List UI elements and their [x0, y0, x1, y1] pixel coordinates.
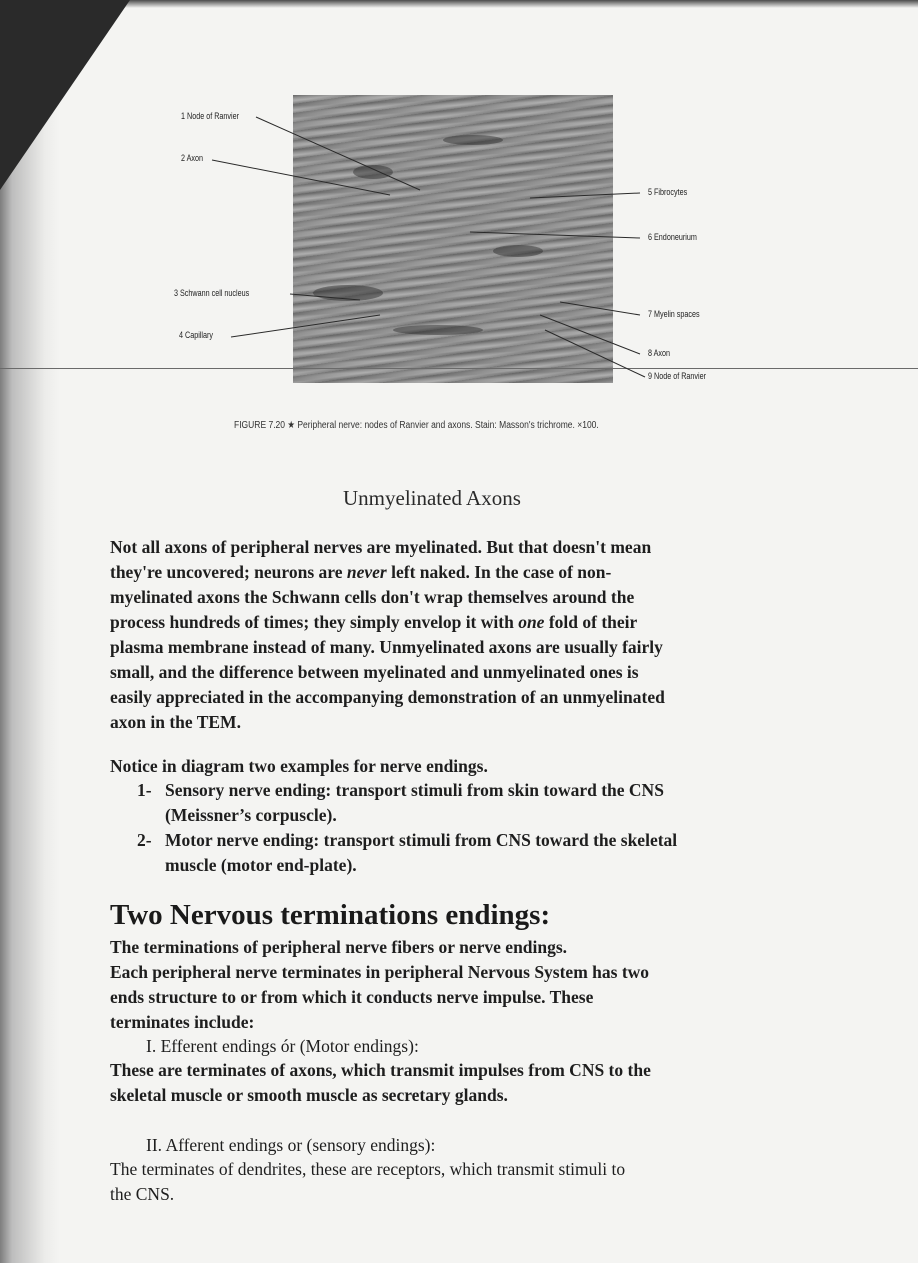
figure-caption: FIGURE 7.20 ★ Peripheral nerve: nodes of Ranvier and axons. Stain: Masson's trichrome. ×100. — [234, 420, 599, 431]
terminations-intro: The terminations of peripheral nerve fibers or nerve endings. Each peripheral nerve terminates in peripheral Nervous System has two ends structure to or from which it conducts nerve impulse. These terminates include: — [110, 937, 650, 1032]
figure-label-endoneurium: 6 Endoneurium — [648, 232, 697, 242]
figure-label-axon-right: 8 Axon — [648, 348, 671, 358]
horizontal-rule — [0, 368, 918, 369]
notice-text: Notice in diagram two examples for nerve endings. — [110, 756, 488, 776]
list-item: 2- Motor nerve ending: transport stimuli from CNS toward the skeletal muscle (motor end-plate). — [137, 830, 678, 875]
terminations-heading: Two Nervous terminations endings: — [110, 899, 551, 931]
figure-label-schwann-cell-nucleus: 3 Schwann cell nucleus — [174, 288, 250, 298]
afferent-heading: II. Afferent endings or (sensory endings): — [146, 1135, 436, 1155]
figure-label-fibrocytes: 5 Fibrocytes — [648, 187, 688, 197]
efferent-heading: I. Efferent endings ór (Motor endings): — [146, 1036, 419, 1056]
figure-label-node-of-ranvier: 1 Node of Ranvier — [181, 111, 240, 121]
nerve-ending-examples — [137, 778, 837, 878]
figure-label-myelin-spaces: 7 Myelin spaces — [648, 309, 700, 319]
figure-label-axon: 2 Axon — [181, 153, 204, 163]
folded-page-corner — [0, 0, 130, 190]
scan-top-edge — [0, 0, 918, 8]
unmyelinated-paragraph: Not all axons of peripheral nerves are myelinated. But that doesn't mean they're uncovered; neurons are never left naked. In the case of non- myelinated axons the Schwann cells don't wrap themselves around the process hundreds of times; they simply envelop it with one fold of their plasma membrane instead of many. Unmyelinated axons are usually fairly small, and the difference between myelinated and unmyelinated ones is easily appreciated in the accompanying demonstration of an unmyelinated axon in the TEM. — [110, 537, 665, 732]
histology-micrograph — [293, 95, 613, 383]
afferent-text: The terminates of dendrites, these are receptors, which transmit stimuli to the CNS. — [110, 1159, 626, 1204]
figure-label-node-of-ranvier-right: 9 Node of Ranvier — [648, 371, 707, 381]
list-item: 1- Sensory nerve ending: transport stimuli from skin toward the CNS (Meissner’s corpuscle). — [137, 780, 664, 825]
figure-label-capillary: 4 Capillary — [179, 330, 214, 340]
efferent-text: These are terminates of axons, which transmit impulses from CNS to the skeletal muscle or smooth muscle as secretary glands. — [110, 1060, 651, 1105]
section-title: Unmyelinated Axons — [343, 486, 521, 510]
